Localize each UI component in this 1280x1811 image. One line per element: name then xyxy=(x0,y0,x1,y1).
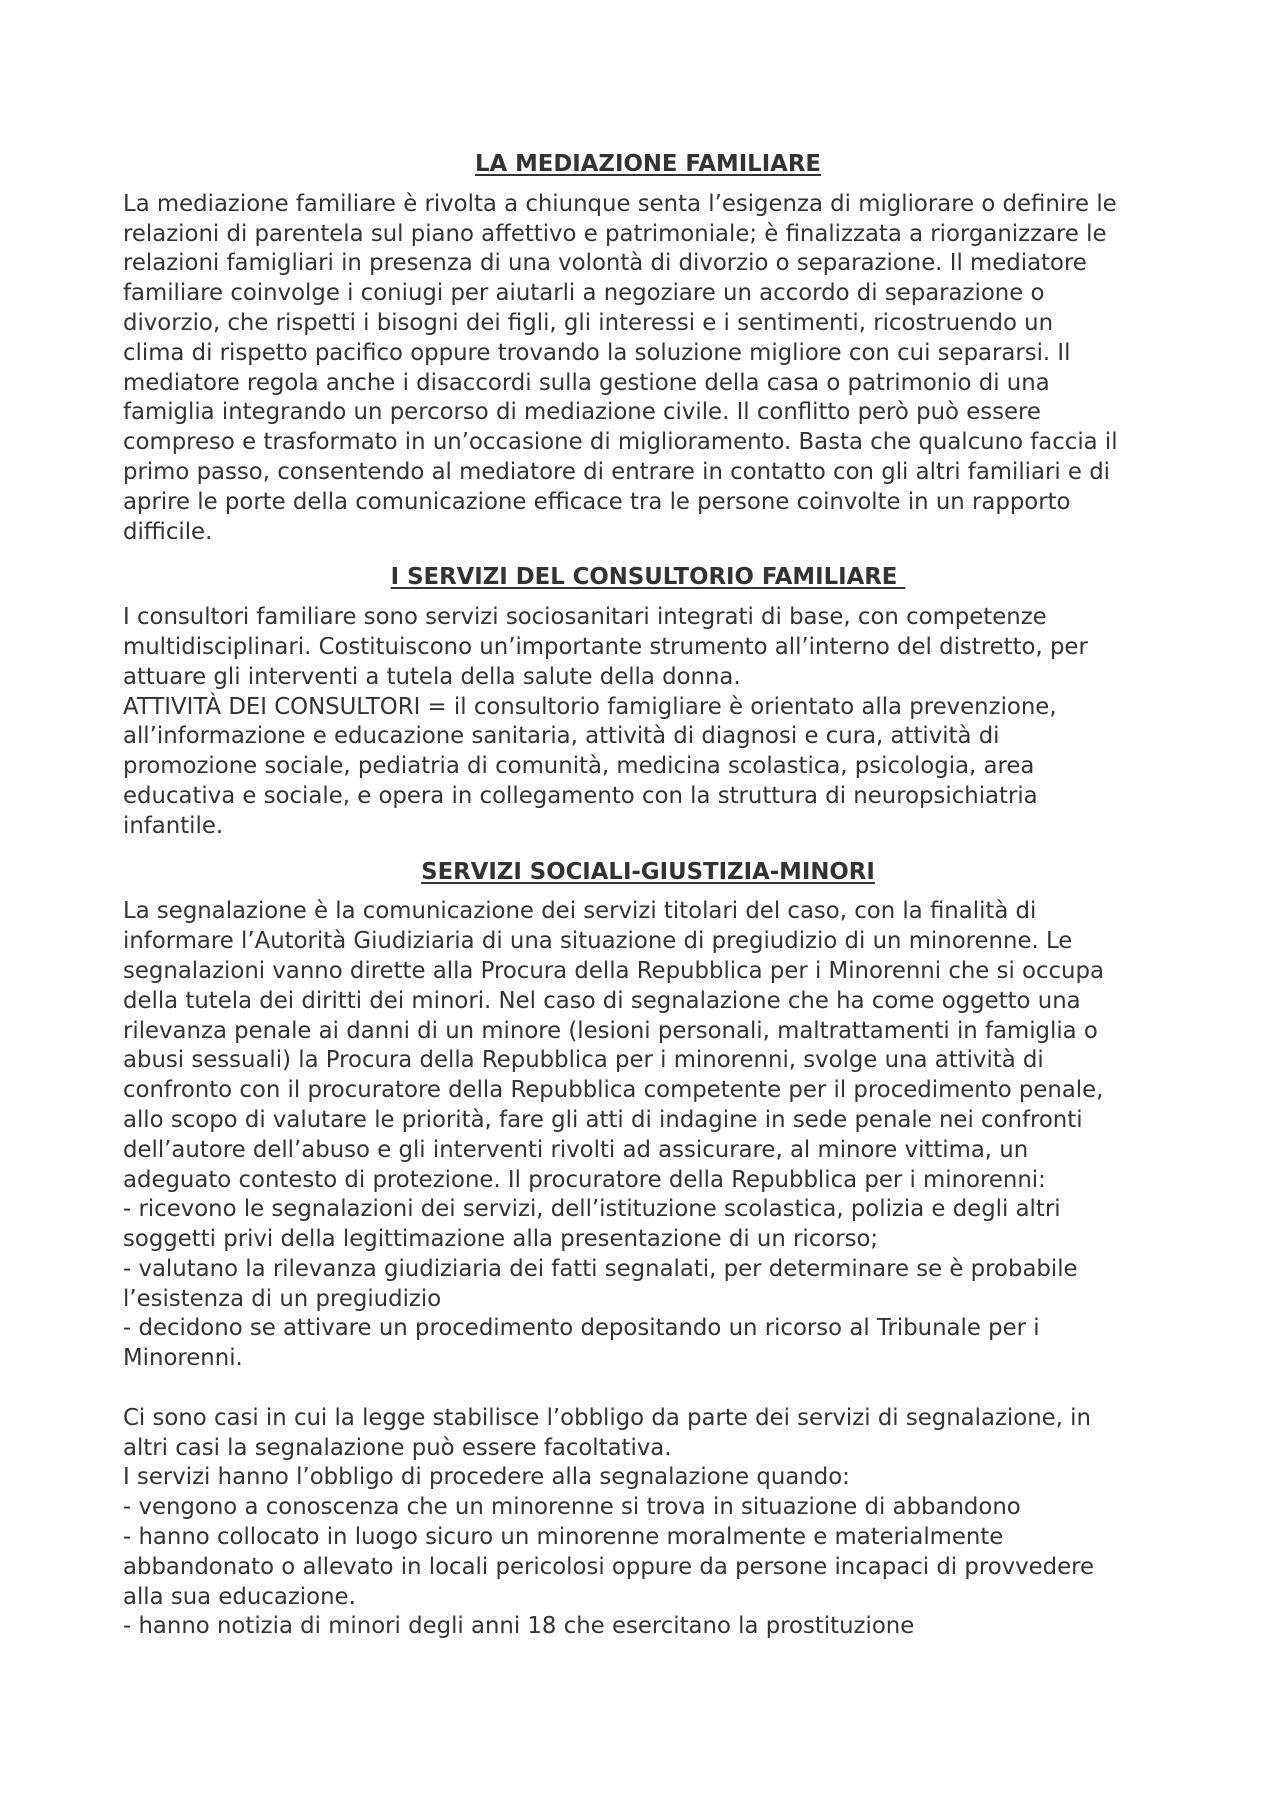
text-line: all’informazione e educazione sanitaria, attività di diagnosi e cura, attività di xyxy=(123,723,1000,750)
text-line: rilevanza penale ai danni di un minore (lesioni personali, maltrattamenti in famiglia o xyxy=(123,1017,1098,1044)
list-item: - valutano la rilevanza giudiziaria dei fatti segnalati, per determinare se è probabile xyxy=(123,1255,1078,1282)
text-line: La mediazione familiare è rivolta a chiunque senta l’esigenza di migliorare o definire le xyxy=(123,190,1117,217)
section-title-mediazione: LA MEDIAZIONE FAMILIARE xyxy=(475,151,821,177)
text-line: alla sua educazione. xyxy=(123,1583,356,1610)
text-line: multidisciplinari. Costituiscono un’importante strumento all’interno del distretto, per xyxy=(123,633,1088,660)
text-line: della tutela dei diritti dei minori. Nel caso di segnalazione che ha come oggetto una xyxy=(123,987,1081,1014)
list-item: - hanno collocato in luogo sicuro un minorenne moralmente e materialmente xyxy=(123,1524,1004,1551)
section-body-consultorio xyxy=(123,603,1173,841)
text-line: dell’autore dell’abuso e gli interventi rivolti ad assicurare, al minore vittima, un xyxy=(123,1136,1029,1163)
text-line: famiglia integrando un percorso di mediazione civile. Il conflitto però può essere xyxy=(123,399,1041,426)
blank-line xyxy=(123,1374,1173,1404)
text-line: mediatore regola anche i disaccordi sulla gestione della casa o patrimonio di una xyxy=(123,369,1050,396)
text-line: altri casi la segnalazione può essere facoltativa. xyxy=(123,1434,672,1461)
text-line: abbandonato o allevato in locali pericolosi oppure da persone incapaci di provvedere xyxy=(123,1553,1095,1580)
text-line: l’esistenza di un pregiudizio xyxy=(123,1285,442,1312)
text-line: promozione sociale, pediatria di comunità, medicina scolastica, psicologia, area xyxy=(123,753,1035,780)
text-line: clima di rispetto pacifico oppure trovando la soluzione migliore con cui separarsi. Il xyxy=(123,339,1071,366)
section-body-servizi-sociali xyxy=(123,897,1173,1642)
text-line: soggetti privi della legittimazione alla presentazione di un ricorso; xyxy=(123,1226,879,1253)
text-line: primo passo, consentendo al mediatore di entrare in contatto con gli altri familiari e di xyxy=(123,458,1111,485)
document-page xyxy=(123,150,1173,1642)
text-line: compreso e trasformato in un’occasione di miglioramento. Basta che qualcuno faccia il xyxy=(123,429,1118,456)
text-line: aprire le porte della comunicazione efficace tra le persone coinvolte in un rapporto xyxy=(123,488,1071,515)
text-line: attuare gli interventi a tutela della salute della donna. xyxy=(123,663,741,690)
text-line: segnalazioni vanno dirette alla Procura della Repubblica per i Minorenni che si occupa xyxy=(123,957,1104,984)
text-line: relazioni famigliari in presenza di una volontà di divorzio o separazione. Il mediatore xyxy=(123,250,1087,277)
text-line: confronto con il procuratore della Repubblica competente per il procedimento penale, xyxy=(123,1077,1104,1104)
text-line: familiare coinvolge i coniugi per aiutarli a negoziare un accordo di separazione o xyxy=(123,280,1045,307)
text-line: I servizi hanno l’obbligo di procedere alla segnalazione quando: xyxy=(123,1464,850,1491)
text-line: La segnalazione è la comunicazione dei servizi titolari del caso, con la finalità di xyxy=(123,898,1037,925)
section-title-servizi-sociali: SERVIZI SOCIALI-GIUSTIZIA-MINORI xyxy=(421,858,875,885)
text-line: I consultori familiare sono servizi sociosanitari integrati di base, con competenze xyxy=(123,604,1047,631)
text-line: relazioni di parentela sul piano affettivo e patrimoniale; è finalizzata a riorganizzare le xyxy=(123,220,1107,247)
text-line: informare l’Autorità Giudiziaria di una situazione di pregiudizio di un minorenne. Le xyxy=(123,928,1073,955)
text-line: adeguato contesto di protezione. Il procuratore della Repubblica per i minorenni: xyxy=(123,1166,1046,1193)
list-item: - hanno notizia di minori degli anni 18 che esercitano la prostituzione xyxy=(123,1613,915,1640)
section-title-consultorio: I SERVIZI DEL CONSULTORIO FAMILIARE xyxy=(390,564,906,591)
list-item: - decidono se attivare un procedimento depositando un ricorso al Tribunale per i xyxy=(123,1315,1040,1342)
list-item: - vengono a conoscenza che un minorenne si trova in situazione di abbandono xyxy=(123,1494,1021,1521)
list-item: - ricevono le segnalazioni dei servizi, dell’istituzione scolastica, polizia e degli altri xyxy=(123,1196,1061,1223)
section-body-mediazione xyxy=(123,190,1173,548)
text-line: divorzio, che rispetti i bisogni dei figli, gli interessi e i sentimenti, ricostruendo un xyxy=(123,309,1054,336)
text-line: difficile. xyxy=(123,518,213,545)
text-line: abusi sessuali) la Procura della Repubblica per i minorenni, svolge una attività di xyxy=(123,1047,1044,1074)
text-line: Ci sono casi in cui la legge stabilisce l’obbligo da parte dei servizi di segnalazione, in xyxy=(123,1404,1091,1431)
text-line: Minorenni. xyxy=(123,1345,243,1372)
text-line: allo scopo di valutare le priorità, fare gli atti di indagine in sede penale nei confronti xyxy=(123,1106,1083,1133)
text-line: infantile. xyxy=(123,812,224,839)
text-line: ATTIVITÀ DEI CONSULTORI = il consultorio famigliare è orientato alla prevenzione, xyxy=(123,693,1057,720)
text-line: educativa e sociale, e opera in collegamento con la struttura di neuropsichiatria xyxy=(123,782,1038,809)
